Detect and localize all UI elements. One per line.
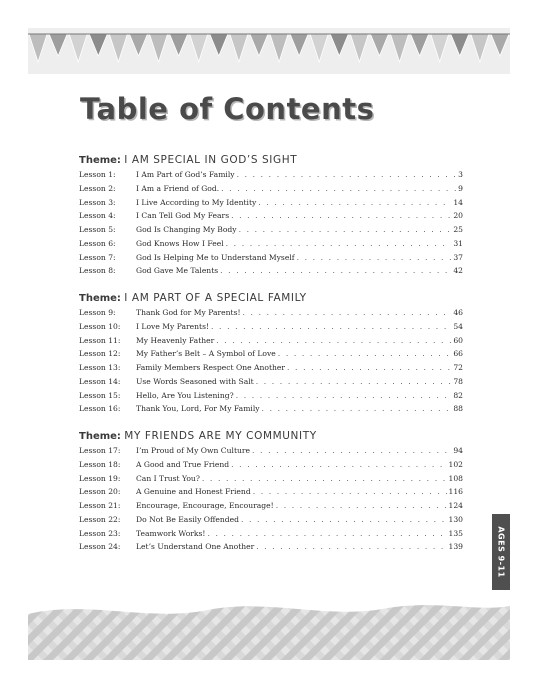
lesson-number: Lesson 1: [79, 170, 116, 179]
lesson-number: Lesson 22: [79, 514, 121, 524]
dot-leader [236, 391, 452, 400]
lesson-title: I’m Proud of My Own Culture [136, 446, 251, 455]
lesson-number: Lesson 13: [79, 363, 121, 372]
lesson-number: Lesson 19: [79, 473, 121, 483]
dot-leader [231, 211, 451, 220]
theme-name: MY FRIENDS ARE MY COMMUNITY [124, 430, 317, 442]
toc-entry [79, 322, 463, 336]
page-number: 46 [453, 308, 463, 317]
lesson-number: Lesson 8: [79, 266, 116, 276]
page-number: 60 [453, 335, 463, 345]
lesson-title: My Heavenly Father [136, 335, 215, 345]
lesson-number: Lesson 17: [79, 446, 121, 455]
lesson-title: I Am a Friend of God. [136, 183, 220, 193]
lesson-title: Thank You, Lord, For My Family [136, 404, 260, 414]
lesson-title: God Knows How I Feel [136, 238, 224, 248]
page-number: 54 [453, 321, 463, 331]
page-number: 135 [448, 528, 463, 538]
page-number: 82 [453, 390, 463, 400]
page-number: 31 [453, 238, 463, 248]
lesson-title: Let’s Understand One Another [136, 542, 255, 552]
lesson-title: I Live According to My Identity [136, 197, 257, 207]
lesson-title: God Gave Me Talents [136, 266, 219, 276]
lesson-title: Do Not Be Easily Offended [136, 514, 239, 524]
dot-leader [278, 349, 452, 358]
toc-entry [79, 460, 463, 474]
lesson-title: God Is Changing My Body [136, 225, 237, 234]
theme-prefix: Theme: [79, 155, 121, 166]
dot-leader [297, 253, 452, 262]
dot-leader [287, 363, 451, 372]
toc-entry [79, 363, 463, 377]
theme-name: I AM SPECIAL IN GOD’S SIGHT [124, 154, 298, 166]
lesson-number: Lesson 16: [79, 404, 121, 414]
lesson-title: My Father’s Belt – A Symbol of Love [136, 349, 276, 359]
toc-entry [79, 266, 463, 280]
lesson-title: I Can Tell God My Fears [136, 211, 230, 221]
lesson-title: Family Members Respect One Another [136, 363, 286, 372]
dot-leader [207, 529, 446, 538]
lesson-number: Lesson 24: [79, 542, 121, 552]
theme-heading [79, 429, 463, 443]
lesson-number: Lesson 11: [79, 335, 121, 345]
lesson-title: I Love My Parents! [136, 321, 210, 331]
lesson-number: Lesson 14: [79, 376, 121, 386]
page-number: 94 [453, 446, 463, 455]
lesson-number: Lesson 7: [79, 252, 116, 262]
toc-entry [79, 184, 463, 198]
lesson-title: Encourage, Encourage, Encourage! [136, 501, 274, 510]
dot-leader [221, 184, 456, 193]
page-number: 3 [458, 170, 463, 179]
lesson-number: Lesson 6: [79, 238, 116, 248]
dot-leader [256, 377, 452, 386]
lesson-title: I Am Part of God’s Family [136, 170, 235, 179]
toc-entry [79, 391, 463, 405]
lesson-title: Use Words Seasoned with Salt [136, 376, 254, 386]
theme-prefix: Theme: [79, 431, 121, 442]
dot-leader [258, 198, 451, 207]
page-number: 25 [453, 225, 463, 234]
toc-entry [79, 349, 463, 363]
page-number: 139 [448, 542, 463, 552]
lesson-number: Lesson 4: [79, 211, 116, 221]
dot-leader [237, 170, 457, 179]
lesson-title: God Is Helping Me to Understand Myself [136, 252, 295, 262]
dot-leader [231, 460, 446, 469]
dot-leader [239, 225, 452, 234]
page-number: 88 [453, 404, 463, 414]
page-number: 130 [448, 514, 463, 524]
dot-leader [211, 322, 451, 331]
page-number: 14 [453, 197, 463, 207]
toc-entry [79, 211, 463, 225]
page-number: 124 [448, 501, 463, 510]
theme-section-friends-community [79, 429, 463, 556]
page-title: Table of Contents [80, 92, 375, 126]
dot-leader [220, 266, 451, 275]
page-number: 9 [458, 183, 463, 193]
dot-leader [276, 501, 447, 510]
age-side-tab [492, 514, 510, 590]
lesson-title: Thank God for My Parents! [136, 308, 241, 317]
page-number: 42 [453, 266, 463, 276]
toc-entry [79, 198, 463, 212]
page-number: 78 [453, 376, 463, 386]
lesson-title: A Genuine and Honest Friend [136, 487, 251, 497]
bunting-banner [28, 28, 510, 74]
theme-name: I AM PART OF A SPECIAL FAMILY [124, 292, 307, 304]
lesson-number: Lesson 9: [79, 308, 116, 317]
toc-entry [79, 515, 463, 529]
lesson-number: Lesson 3: [79, 197, 116, 207]
theme-heading [79, 153, 463, 167]
dot-leader [226, 239, 452, 248]
woven-mat-decoration [28, 596, 510, 660]
toc-entry [79, 253, 463, 267]
theme-section-special-family [79, 291, 463, 418]
toc-entry [79, 501, 463, 515]
page-number: 37 [453, 252, 463, 262]
dot-leader [253, 487, 447, 496]
dot-leader [241, 515, 447, 524]
toc-entry [79, 487, 463, 501]
lesson-number: Lesson 5: [79, 225, 116, 234]
lesson-number: Lesson 10: [79, 321, 121, 331]
toc-entry [79, 404, 463, 418]
lesson-number: Lesson 23: [79, 528, 121, 538]
toc-entry [79, 239, 463, 253]
toc-entry [79, 225, 463, 239]
theme-section-special-in-gods-sight [79, 153, 463, 280]
woven-mat-shape [28, 605, 510, 660]
lesson-number: Lesson 20: [79, 487, 121, 497]
lesson-number: Lesson 18: [79, 459, 121, 469]
toc-entry [79, 446, 463, 460]
theme-heading [79, 291, 463, 305]
dot-leader [216, 336, 451, 345]
lesson-number: Lesson 12: [79, 349, 121, 359]
lesson-number: Lesson 15: [79, 390, 121, 400]
toc-entry [79, 170, 463, 184]
lesson-number: Lesson 21: [79, 501, 121, 510]
lesson-title: Can I Trust You? [136, 473, 200, 483]
lesson-title: A Good and True Friend [136, 459, 230, 469]
dot-leader [202, 474, 447, 483]
dot-leader [262, 404, 452, 413]
toc-entry [79, 542, 463, 556]
toc-entry [79, 377, 463, 391]
age-side-tab-label: AGES 9-11 [496, 526, 506, 578]
dot-leader [252, 446, 451, 455]
lesson-title: Teamwork Works! [136, 528, 206, 538]
page-number: 72 [453, 363, 463, 372]
toc-entry [79, 474, 463, 488]
page-number: 66 [453, 349, 463, 359]
toc-entry [79, 529, 463, 543]
lesson-title: Hello, Are You Listening? [136, 390, 234, 400]
page-number: 108 [448, 473, 463, 483]
lesson-number: Lesson 2: [79, 183, 116, 193]
theme-prefix: Theme: [79, 293, 121, 304]
page-number: 20 [453, 211, 463, 221]
dot-leader [243, 308, 452, 317]
toc-entry [79, 336, 463, 350]
toc-entry [79, 308, 463, 322]
page-number: 102 [448, 459, 463, 469]
dot-leader [256, 542, 446, 551]
page-number: 116 [448, 487, 463, 497]
